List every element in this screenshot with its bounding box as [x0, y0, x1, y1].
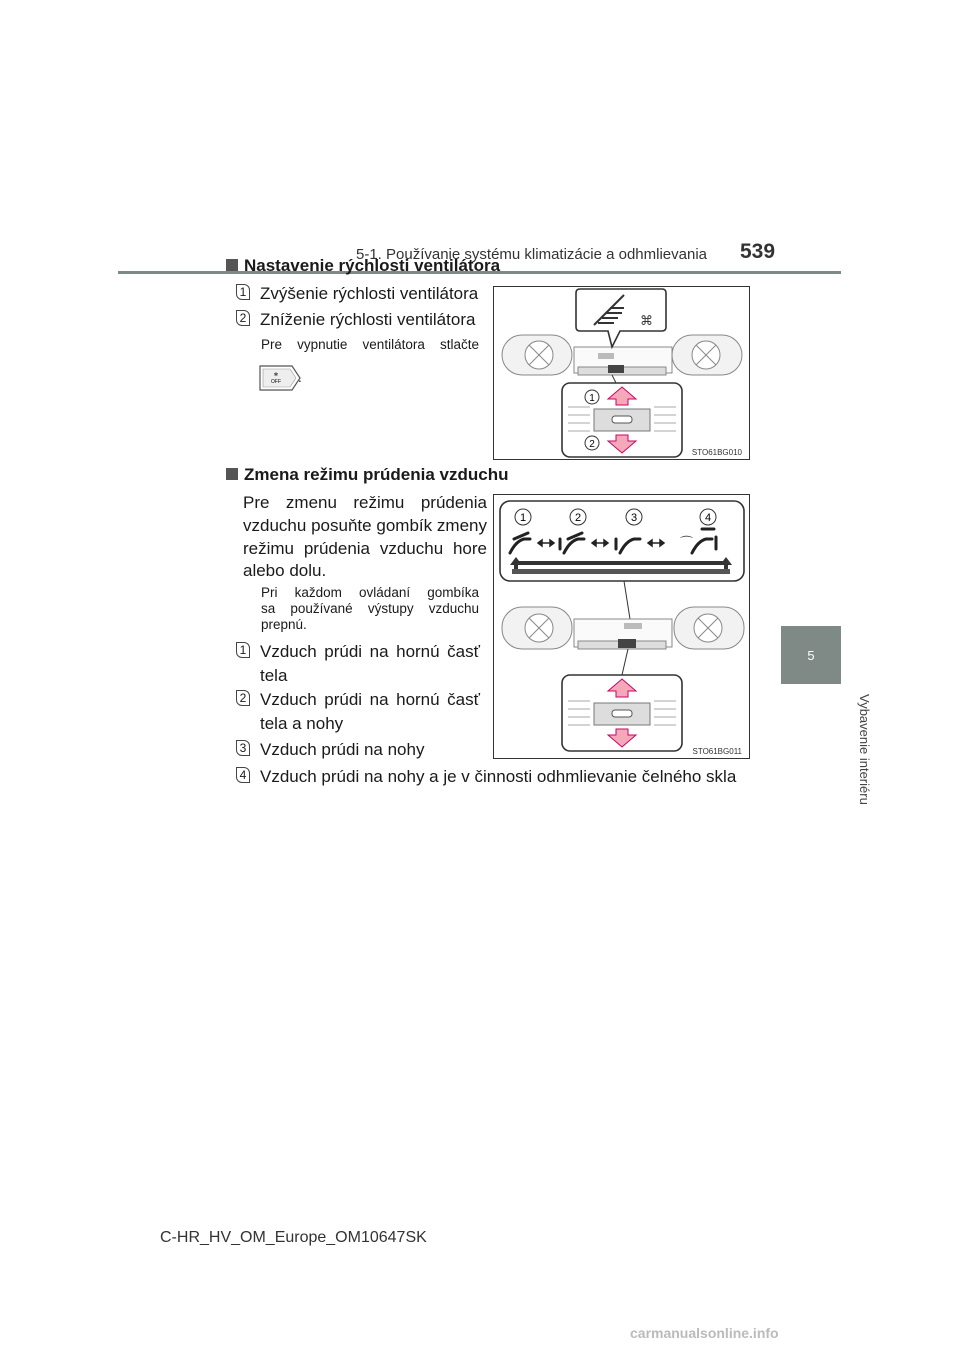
svg-text:2: 2 [589, 439, 595, 450]
section-heading-fan-speed [226, 256, 500, 276]
watermark: carmanualsonline.info [630, 1325, 779, 1341]
fan-speed-illustration [494, 287, 749, 459]
item-number-badge: 2 [236, 310, 250, 326]
item-number-badge: 1 [236, 642, 250, 658]
item-number-badge: 2 [236, 690, 250, 706]
item-number-badge: 4 [236, 767, 250, 783]
item-number-badge: 3 [236, 740, 250, 756]
footer-document-id: C-HR_HV_OM_Europe_OM10647SK [160, 1229, 427, 1246]
intro-line: alebo dolu. [243, 561, 327, 580]
off-label: OFF [271, 379, 281, 385]
svg-text:4: 4 [704, 512, 712, 524]
svg-text:1: 1 [519, 512, 527, 524]
figure-fan-speed [493, 286, 750, 460]
svg-text:✻: ✻ [273, 372, 279, 378]
intro-line: vzduchu posuňte gombík zmeny [243, 516, 487, 535]
item-text: tela a nohy [260, 714, 344, 733]
page-number: 539 [740, 240, 776, 263]
note-end: . [298, 370, 302, 385]
intro-line: Pre zmenu režimu prúdenia [243, 493, 487, 512]
chapter-label: Vybavenie interiéru [857, 694, 872, 805]
section-heading-airflow-mode [226, 465, 509, 485]
item-text: Zníženie rýchlosti ventilátora [260, 310, 476, 329]
airflow-mode-illustration [494, 495, 749, 758]
off-button-icon [258, 364, 302, 392]
svg-text:1: 1 [589, 393, 595, 404]
section-heading-text: Nastavenie rýchlosti ventilátora [244, 256, 501, 275]
figure-caption: STO61BG011 [692, 747, 742, 756]
item-text: Vzduch prúdi na hornú časť [260, 690, 480, 709]
svg-text:2: 2 [574, 512, 582, 524]
item-text: Vzduch prúdi na hornú časť [260, 642, 480, 661]
chapter-tab [781, 626, 841, 684]
item-text: Zvýšenie rýchlosti ventilátora [260, 284, 479, 303]
intro-line: režimu prúdenia vzduchu hore [243, 539, 487, 558]
item-text: Vzduch prúdi na nohy [260, 740, 425, 759]
note-line: Pri každom ovládaní gombíka [261, 585, 479, 600]
header-title: 5-1. Používanie systému klimatizácie a odhmlievania [356, 246, 707, 263]
section-heading-text: Zmena režimu prúdenia vzduchu [244, 465, 509, 484]
note-line: sa používané výstupy vzduchu [261, 601, 479, 616]
square-bullet-icon [226, 468, 238, 480]
note-line: prepnú. [261, 617, 307, 632]
note-text: Pre vypnutie ventilátora stlačte [261, 337, 479, 352]
figure-caption: STO61BG010 [691, 448, 742, 457]
svg-text:⌘: ⌘ [640, 314, 653, 329]
svg-text:3: 3 [630, 512, 638, 524]
svg-text:⌒: ⌒ [680, 536, 694, 551]
figure-airflow-mode [493, 494, 750, 759]
item-text: Vzduch prúdi na nohy a je v činnosti odhmlievanie čelného skla [260, 767, 737, 786]
chapter-number: 5 [807, 647, 815, 663]
item-number-badge: 1 [236, 284, 250, 300]
item-text: tela [260, 666, 288, 685]
square-bullet-icon [226, 259, 238, 271]
